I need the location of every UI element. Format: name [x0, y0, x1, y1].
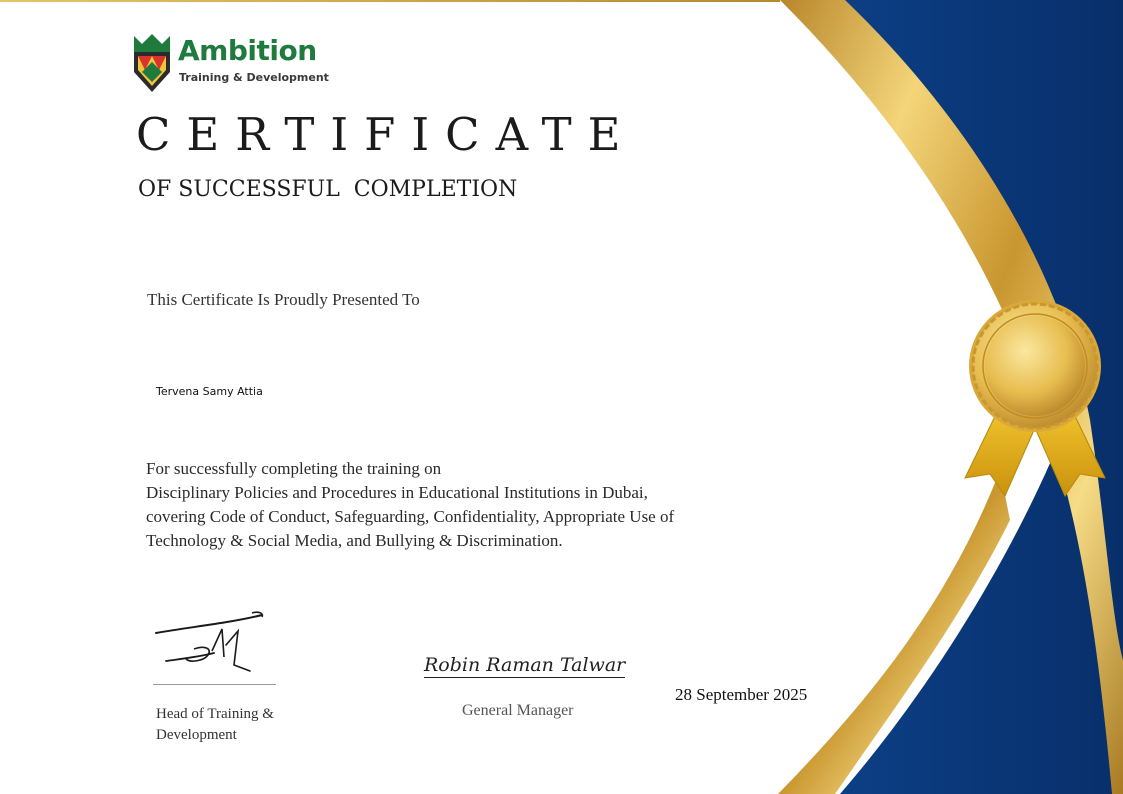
- head-of-training-label: Head of Training & Development: [156, 706, 274, 743]
- certificate-subtitle: OF SUCCESSFUL COMPLETION: [138, 177, 518, 202]
- handwritten-signature-icon: [150, 605, 280, 677]
- description-line: Disciplinary Policies and Procedures in Educational Institutions in Dubai,: [146, 483, 648, 502]
- top-gold-line: [0, 0, 780, 2]
- signature-line: [153, 684, 276, 685]
- presented-to-text: This Certificate Is Proudly Presented To: [147, 290, 420, 309]
- description-line: Technology & Social Media, and Bullying & Discrimination.: [146, 531, 563, 550]
- description-line: covering Code of Conduct, Safeguarding, Confidentiality, Appropriate Use of: [146, 507, 675, 526]
- general-manager-label: General Manager: [462, 702, 574, 719]
- crown-shield-icon: [132, 32, 172, 94]
- recipient-name: Tervena Samy Attia: [156, 385, 263, 398]
- issue-date: 28 September 2025: [675, 685, 808, 704]
- company-logo: [132, 32, 332, 96]
- gold-medal-seal-icon: [960, 296, 1110, 506]
- certificate-title: CERTIFICATE: [136, 108, 637, 161]
- general-manager-signature: Robin Raman Talwar: [424, 654, 626, 676]
- logo-tagline: Training & Development: [179, 71, 329, 84]
- completion-description: [146, 457, 726, 553]
- logo-name: Ambition: [178, 34, 317, 67]
- description-line: For successfully completing the training on: [146, 459, 442, 478]
